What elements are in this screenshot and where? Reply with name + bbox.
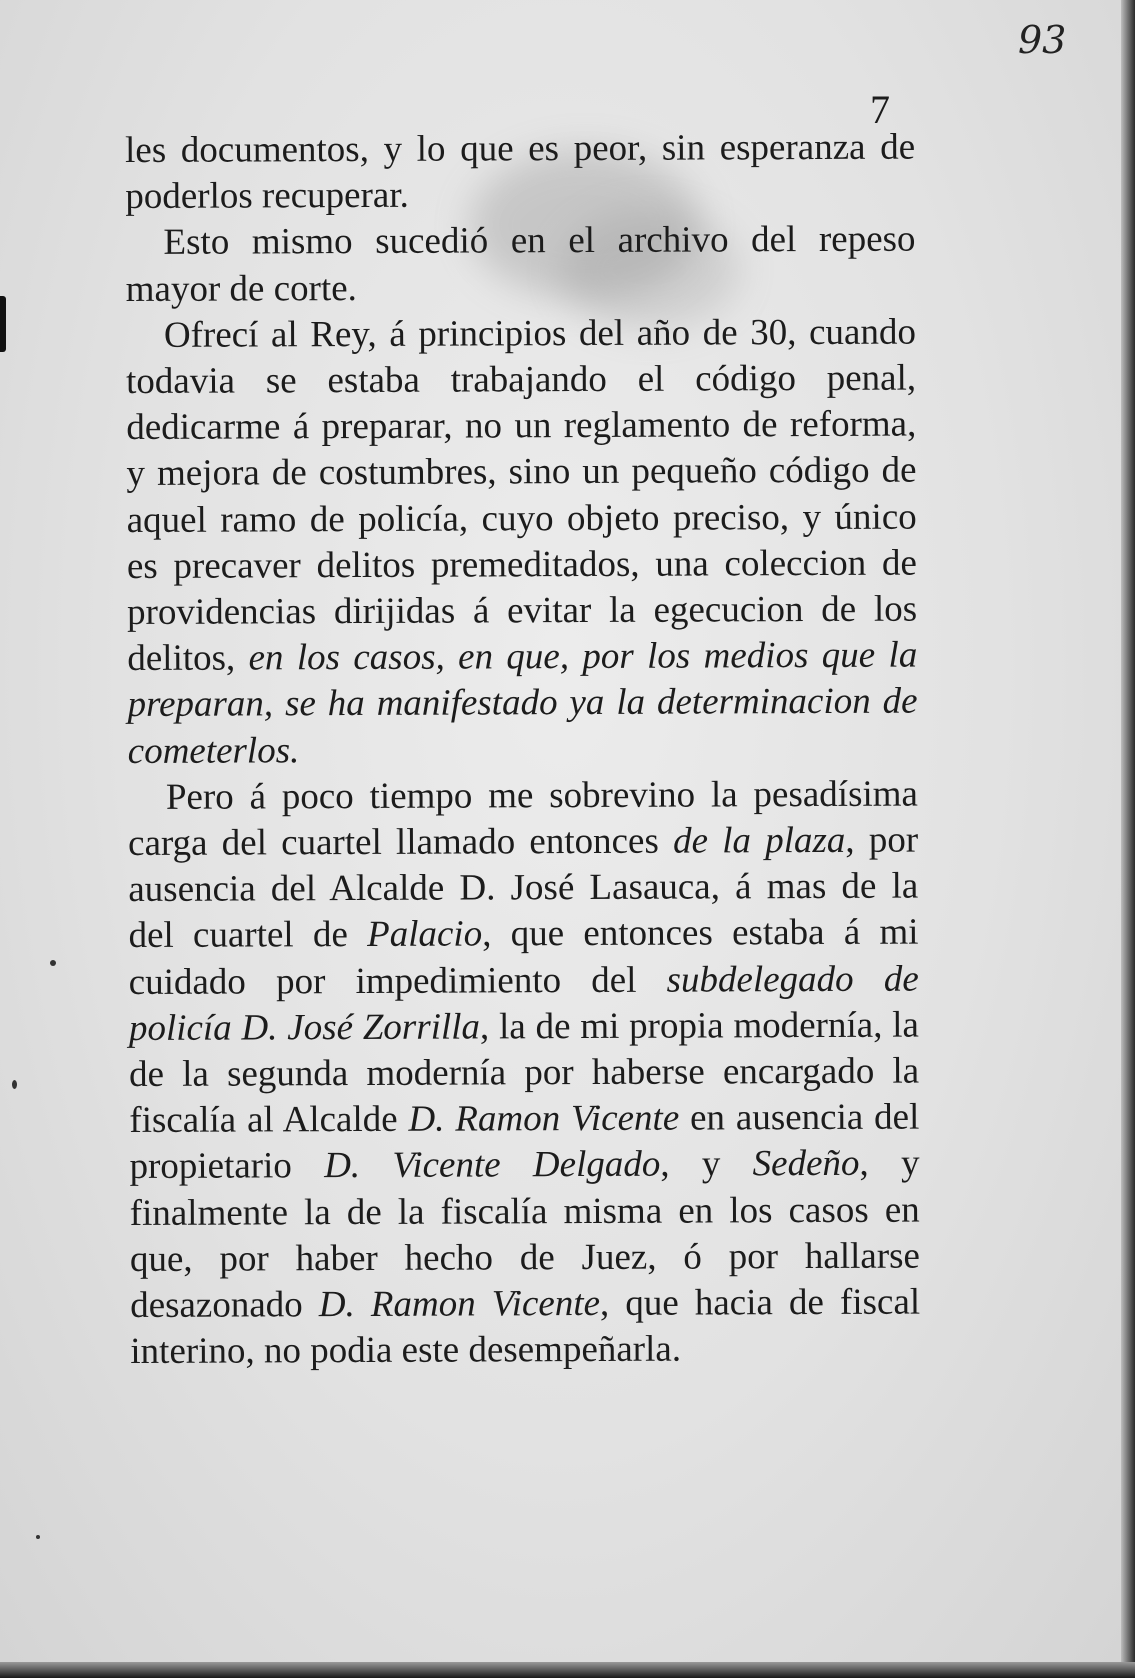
page-edge-bottom: [0, 1662, 1135, 1678]
italic-text: en los casos, en que, por los medios que la preparan, se ha manifestado ya la determinacion de cometerlos.: [127, 634, 918, 772]
speck: [50, 960, 56, 966]
paragraph: [126, 309, 918, 774]
paragraph-text: , por ausencia del Alcalde D. José Lasauca, á mas de la del cuartel de: [128, 819, 919, 957]
paragraph-text: les documentos, y lo que es peor, sin esperanza de poderlos recuperar.: [125, 126, 916, 218]
italic-text: subdelegado de policía D. José Zorrilla: [128, 958, 919, 1049]
paragraph-text: Ofrecí al Rey, á principios del año de 30, cuando todavia se estaba trabajando el código penal, dedicarme á preparar, no un reglamento de reforma, y mejora de costumbres, sino un pequeño código de aquel ramo de policía, cuyo objeto preciso, y único es precaver delitos premeditados, una coleccion de providencias dirijidas á evitar la egecucion de los delitos,: [126, 311, 918, 680]
italic-text: de la plaza: [672, 819, 846, 862]
italic-text: D. Vicente Delgado: [324, 1144, 661, 1187]
paragraph-text: en ausencia del propietario: [129, 1096, 920, 1188]
paragraph-text: , y finalmente la de la fiscalía misma en los casos en que, por haber hecho de Juez, ó por hallarse desazonado: [129, 1143, 921, 1327]
speck: [12, 1080, 17, 1089]
paragraph: [125, 125, 915, 221]
body-text: [125, 125, 920, 1376]
italic-text: D. Ramon Vicente: [408, 1097, 680, 1141]
paragraph-text: Pero á poco tiempo me sobrevino la pesadísima carga del cuartel llamado entonces: [128, 773, 919, 865]
paragraph-text: Esto mismo sucedió en el archivo del repeso mayor de corte.: [125, 218, 916, 310]
paragraph-text: , que entonces estaba á mi cuidado por impedimiento del: [128, 911, 919, 1003]
italic-text: D. Ramon Vicente: [318, 1283, 601, 1326]
speck: [36, 1535, 40, 1539]
paragraph: [125, 217, 915, 313]
italic-text: Sedeño: [752, 1143, 860, 1185]
page-number: 7: [870, 87, 890, 132]
paragraph: [128, 771, 921, 1375]
paragraph-text: , la de mi propia modernía, la de la segunda modernía por haberse encargado la fiscalía al Alcalde: [129, 1004, 920, 1142]
paragraph-text: , que hacia de fiscal interino, no podia este desempeñarla.: [130, 1281, 921, 1373]
italic-text: Palacio: [366, 913, 483, 956]
folio-number: 93: [1018, 18, 1067, 62]
paragraph-text: , y: [660, 1143, 753, 1186]
binding-mark: [0, 296, 6, 352]
page-edge-right: [1121, 0, 1135, 1678]
